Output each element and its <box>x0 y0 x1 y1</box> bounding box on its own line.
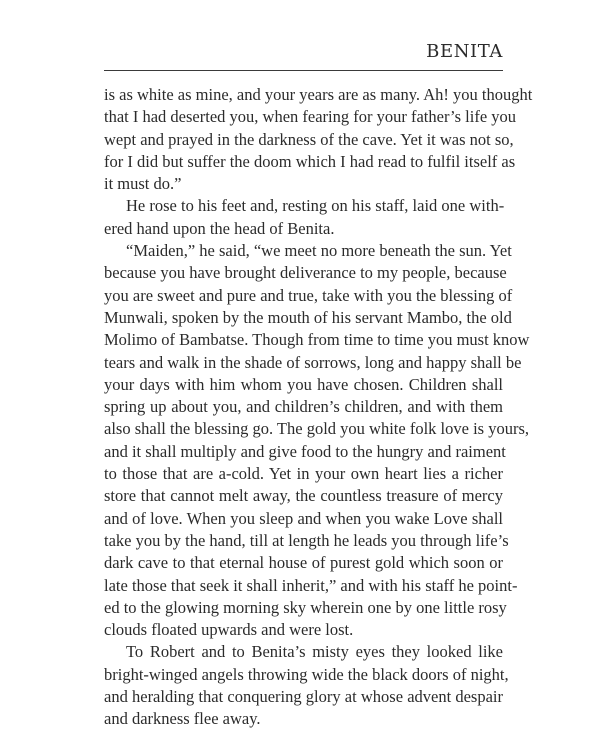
text-line: spring up about you, and children’s children, and with them <box>104 397 503 417</box>
paragraph-1 <box>104 84 533 195</box>
running-title: BENITA <box>426 41 503 62</box>
text-line: it must do.” <box>104 174 182 194</box>
text-line: ed to the glowing morning sky wherein one by one little rosy <box>104 597 507 617</box>
text-line: “Maiden,” he said, “we meet no more beneath the sun. Yet <box>126 241 512 261</box>
text-line: clouds floated upwards and were lost. <box>104 620 354 640</box>
text-line: to those that are a-cold. Yet in your own heart lies a richer <box>104 464 503 484</box>
text-line: tears and walk in the shade of sorrows, long and happy shall be <box>104 352 522 372</box>
text-line: you are sweet and pure and true, take with you the blessing of <box>104 285 513 305</box>
text-line: wept and prayed in the darkness of the cave. Yet it was not so, <box>104 129 514 149</box>
text-line: and heralding that conquering glory at whose advent despair <box>104 687 503 707</box>
text-line: Molimo of Bambatse. Though from time to time you must know <box>104 330 530 350</box>
text-line: dark cave to that eternal house of purest gold which soon or <box>104 553 503 573</box>
text-line: your days with him whom you have chosen. Children shall <box>104 374 503 394</box>
text-line: and it shall multiply and give food to the hungry and raiment <box>104 441 506 461</box>
text-line: Munwali, spoken by the mouth of his servant Mambo, the old <box>104 307 512 327</box>
text-line: take you by the hand, till at length he leads you through life’s <box>104 530 509 550</box>
text-line: late those that seek it shall inherit,” and with his staff he point- <box>104 575 518 595</box>
text-line: store that cannot melt away, the countless treasure of mercy <box>104 486 503 506</box>
text-line: also shall the blessing go. The gold you white folk love is yours, <box>104 419 529 439</box>
text-line: bright-winged angels throwing wide the black doors of night, <box>104 664 509 684</box>
paragraph-3 <box>104 240 530 641</box>
text-line: and of love. When you sleep and when you wake Love shall <box>104 508 503 528</box>
text-line: and darkness flee away. <box>104 709 261 729</box>
text-line: To Robert and to Benita’s misty eyes they looked like <box>126 642 503 662</box>
text-line: that I had deserted you, when fearing for your father’s life you <box>104 107 517 127</box>
text-line: for I did but suffer the doom which I had read to fulfil itself as <box>104 151 516 171</box>
text-line: because you have brought deliverance to my people, because <box>104 263 507 283</box>
paragraph-4 <box>104 641 509 730</box>
text-line: He rose to his feet and, resting on his staff, laid one with- <box>126 196 505 216</box>
text-line: ered hand upon the head of Benita. <box>104 218 335 238</box>
body-text <box>104 84 533 731</box>
running-header <box>104 40 503 71</box>
paragraph-2 <box>104 195 503 240</box>
text-line: is as white as mine, and your years are as many. Ah! you thought <box>104 85 533 104</box>
